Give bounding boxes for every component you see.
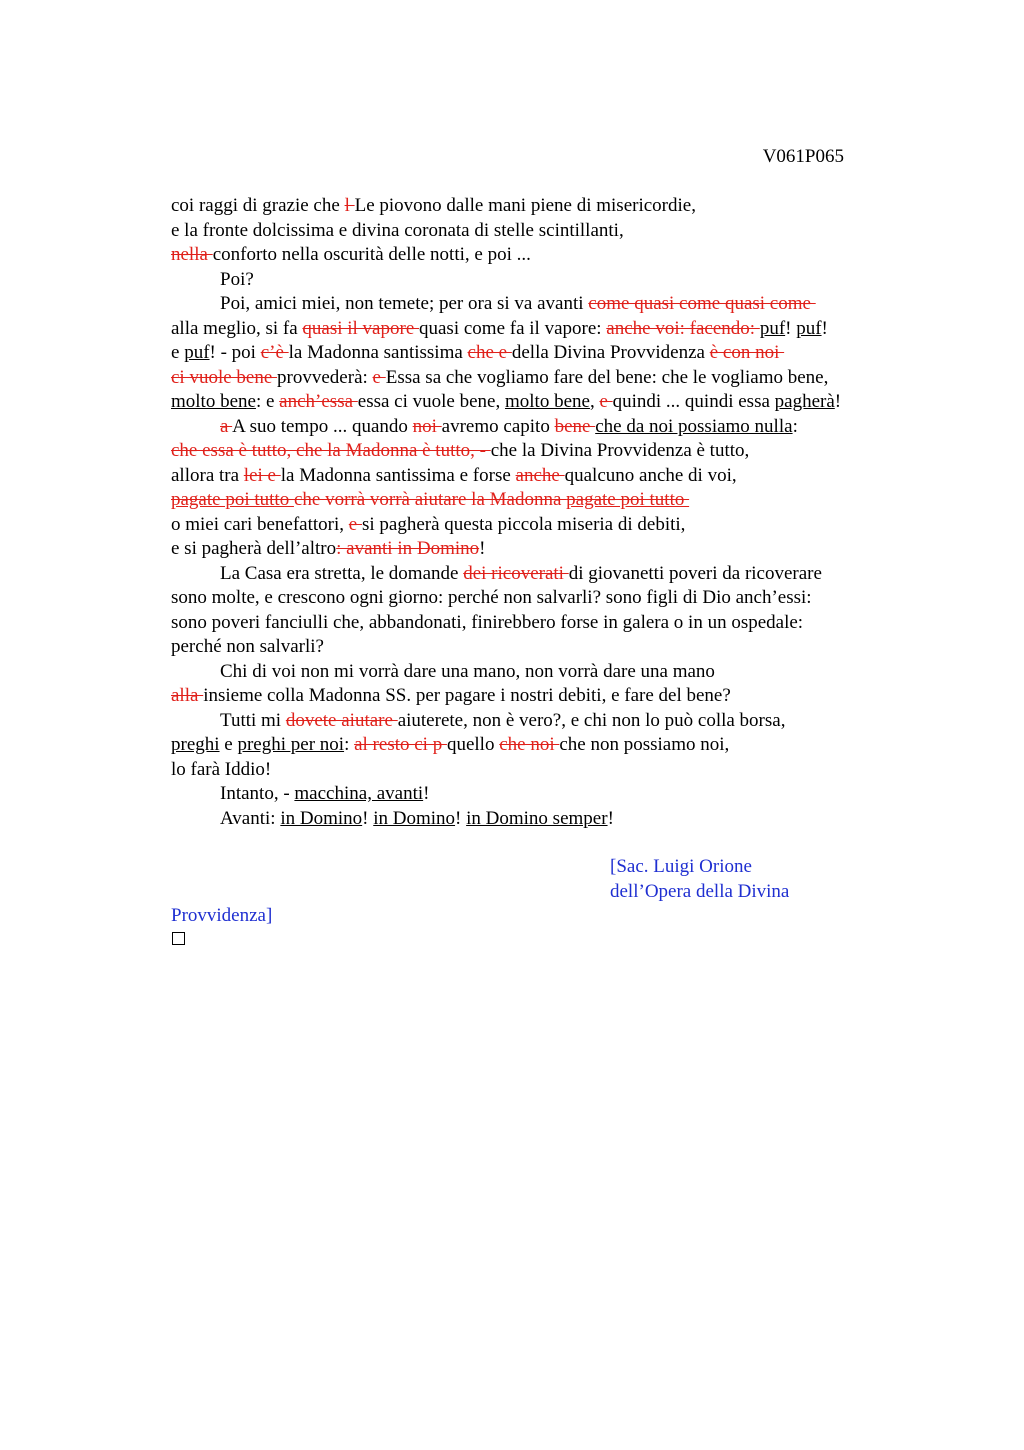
text-line xyxy=(171,390,911,415)
underlined-text: in Domino xyxy=(373,807,456,829)
text-segment: Poi? xyxy=(220,268,254,290)
text-segment: o miei cari benefattori, xyxy=(171,513,349,535)
text-segment: di giovanetti poveri da ricoverare xyxy=(568,562,822,584)
text-line xyxy=(171,807,911,832)
text-line xyxy=(171,317,911,342)
deleted-text: nella xyxy=(171,244,213,265)
text-segment: ! xyxy=(362,807,374,829)
text-line xyxy=(171,243,911,268)
text-line xyxy=(171,709,911,734)
deleted-text: a xyxy=(220,415,233,437)
text-segment: ! xyxy=(479,538,486,559)
text-segment: e si pagherà dell’altro xyxy=(171,538,337,559)
text-segment: conforto nella oscurità delle notti, e poi ... xyxy=(212,244,531,265)
text-segment: aiuterete, non è vero?, e chi non lo può colla borsa, xyxy=(397,709,786,731)
text-segment: la Madonna santissima e forse xyxy=(280,464,516,486)
deleted-text: alla xyxy=(171,685,204,706)
deleted-text: : avanti in Domino xyxy=(336,538,480,559)
text-segment: Avanti: xyxy=(220,807,281,829)
deleted-text: e xyxy=(348,513,362,535)
text-line xyxy=(171,733,911,758)
text-line xyxy=(171,684,911,709)
text-segment: quindi ... quindi essa xyxy=(612,391,775,412)
text-line xyxy=(171,341,911,366)
text-segment: Intanto, - xyxy=(220,783,295,804)
text-segment: ! xyxy=(821,317,828,339)
text-segment: che la Divina Provvidenza è tutto, xyxy=(490,440,750,461)
text-line xyxy=(171,782,911,807)
text-line xyxy=(171,586,911,611)
text-segment: e la fronte dolcissima e divina coronata di stelle scintillanti, xyxy=(171,219,624,241)
text-segment: ! xyxy=(834,391,842,412)
text-line xyxy=(171,439,911,464)
deleted-text: al resto ci p xyxy=(354,734,447,755)
text-segment: essa ci vuole bene, xyxy=(357,391,505,412)
deleted-text: noi xyxy=(412,415,442,437)
text-line xyxy=(171,415,911,440)
deleted-text: è con noi xyxy=(709,342,785,363)
deleted-text: anche voi: facendo: xyxy=(606,317,760,339)
text-line xyxy=(171,758,911,783)
text-segment: allora tra xyxy=(171,464,244,486)
underlined-text: preghi xyxy=(171,734,220,755)
text-segment: avremo capito xyxy=(441,415,555,437)
underlined-text: macchina, avanti xyxy=(294,783,424,804)
deleted-text: dovete aiutare xyxy=(285,709,398,731)
deleted-text: che e xyxy=(467,342,512,363)
text-line xyxy=(171,513,911,538)
underlined-text: molto bene xyxy=(504,391,590,412)
text-segment: Chi di voi non mi vorrà dare una mano, non vorrà dare una mano xyxy=(220,660,715,682)
text-line xyxy=(171,292,911,317)
deleted-text: che noi xyxy=(499,734,560,755)
underlined-text: in Domino xyxy=(280,807,363,829)
text-line xyxy=(171,635,911,660)
text-line xyxy=(171,537,911,562)
text-segment: perché non salvarli? xyxy=(171,636,324,657)
deleted-text: bene xyxy=(554,415,596,437)
underlined-text: puf xyxy=(759,317,786,339)
underlined-text: pagherà xyxy=(774,391,835,412)
deleted-text: anche xyxy=(515,464,565,486)
text-segment: si pagherà questa piccola miseria di debiti, xyxy=(361,513,686,535)
deleted-text: dei ricoverati xyxy=(463,562,569,584)
letter-body xyxy=(171,194,911,831)
text-segment: ! xyxy=(785,317,797,339)
text-segment: provvederà: xyxy=(277,366,373,388)
deleted-text: e xyxy=(599,391,613,412)
text-segment: : e xyxy=(255,391,280,412)
text-segment: Tutti mi xyxy=(220,709,286,731)
text-line xyxy=(171,366,911,391)
text-segment: insieme colla Madonna SS. per pagare i nostri debiti, e fare del bene? xyxy=(203,685,731,706)
text-line xyxy=(171,194,911,219)
text-segment: alla meglio, si fa xyxy=(171,317,303,339)
deleted-text: come quasi come quasi come xyxy=(588,293,816,314)
page-identifier: V061P065 xyxy=(762,146,844,167)
text-segment: ! xyxy=(423,783,430,804)
deleted-text: e xyxy=(372,366,386,388)
text-segment: Poi, amici miei, non temete; per ora si va avanti xyxy=(220,293,589,314)
text-segment: , xyxy=(589,391,600,412)
text-segment: A suo tempo ... quando xyxy=(232,415,413,437)
text-segment: sono molte, e crescono ogni giorno: perché non salvarli? sono figli di Dio anch’essi: xyxy=(171,587,812,608)
text-segment: la Madonna santissima xyxy=(288,342,468,363)
text-segment: La Casa era stretta, le domande xyxy=(220,562,464,584)
underlined-text: in Domino semper xyxy=(466,807,608,829)
text-line xyxy=(171,611,911,636)
text-line xyxy=(171,562,911,587)
text-segment: quello xyxy=(446,734,500,755)
underlined-text: puf xyxy=(796,317,822,339)
text-line xyxy=(171,488,911,513)
text-line xyxy=(171,660,911,685)
signature-line-3: Provvidenza] xyxy=(171,905,273,926)
text-segment: ! - poi xyxy=(209,342,261,363)
text-segment: : xyxy=(792,415,798,437)
text-segment: Essa sa che vogliamo fare del bene: che le vogliamo bene, xyxy=(385,366,829,388)
deleted-text: che vorrà vorrà aiutare la Madonna xyxy=(293,489,567,510)
text-line xyxy=(171,268,911,293)
text-segment: : xyxy=(344,734,355,755)
deleted-text: c’è xyxy=(260,342,289,363)
underlined-text: molto bene xyxy=(171,391,256,412)
underlined-text: puf xyxy=(184,342,210,363)
text-line xyxy=(171,219,911,244)
deleted-text: anch’essa xyxy=(279,391,358,412)
deleted-text: quasi il vapore xyxy=(302,317,419,339)
text-segment: coi raggi di grazie che xyxy=(171,195,345,216)
text-segment: ! xyxy=(607,807,614,829)
deleted-text: che essa è tutto, che la Madonna è tutto, - xyxy=(171,440,491,461)
signature-block xyxy=(610,855,789,904)
text-segment: sono poveri fanciulli che, abbandonati, finirebbero forse in galera o in un ospedale: xyxy=(171,611,804,633)
end-box-icon xyxy=(172,932,185,945)
text-line xyxy=(171,464,911,489)
text-segment: della Divina Provvidenza xyxy=(511,342,710,363)
text-segment: e xyxy=(219,734,238,755)
signature-line-1: [Sac. Luigi Orione xyxy=(610,856,752,877)
deleted-underlined-text: pagate poi tutto xyxy=(171,489,294,510)
text-segment: ! xyxy=(455,807,467,829)
text-segment: qualcuno anche di voi, xyxy=(564,464,737,486)
text-segment: quasi come fa il vapore: xyxy=(419,317,607,339)
underlined-text: che da noi possiamo nulla xyxy=(595,415,793,437)
signature-line-2: dell’Opera della Divina xyxy=(610,880,790,902)
text-segment: che non possiamo noi, xyxy=(559,734,730,755)
underlined-text: preghi per noi xyxy=(237,734,345,755)
text-segment: lo farà Iddio! xyxy=(171,758,272,780)
deleted-underlined-text: pagate poi tutto xyxy=(566,489,690,510)
deleted-text: ci vuole bene xyxy=(171,366,278,388)
text-segment: e xyxy=(171,342,185,363)
text-segment: Le piovono dalle mani piene di misericordie, xyxy=(354,195,696,216)
deleted-text: lei e xyxy=(243,464,281,486)
deleted-text: l xyxy=(344,195,355,216)
